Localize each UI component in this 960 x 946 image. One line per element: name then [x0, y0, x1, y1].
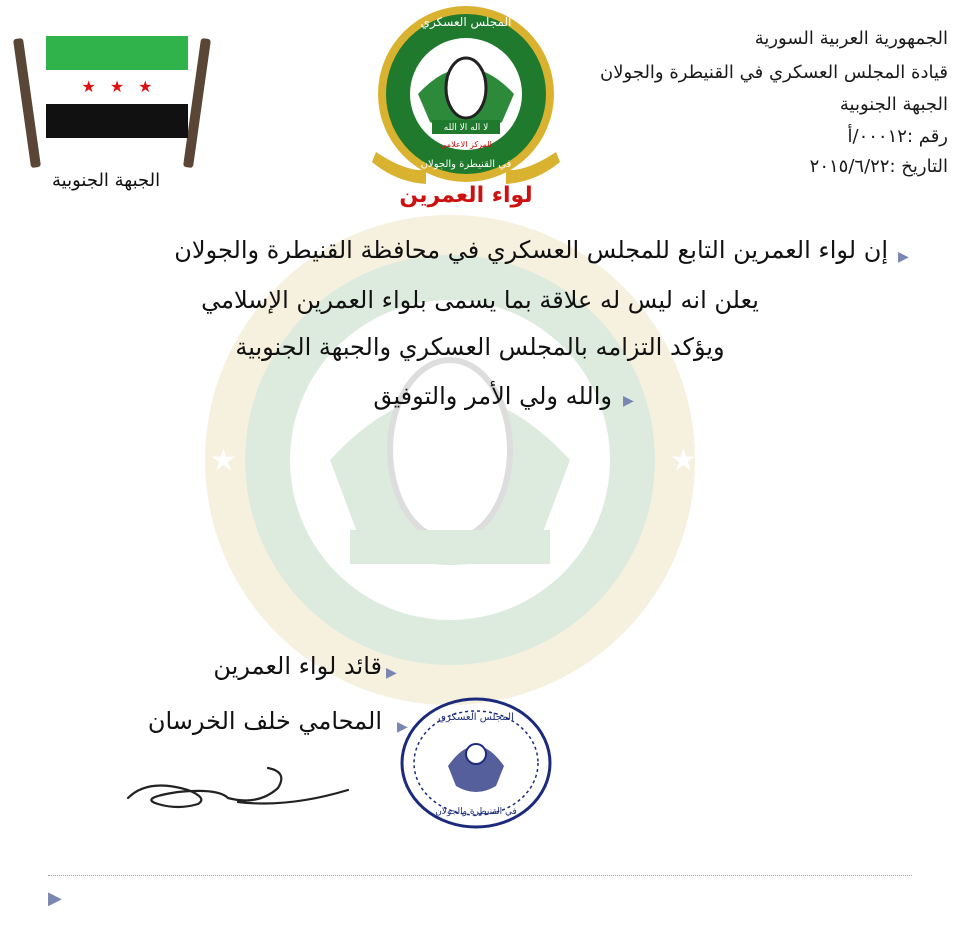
header-number: رقم :٠٠٠١٢/أ — [847, 126, 948, 147]
stamp-bottom-text: في القنيطرة والجولان — [435, 807, 517, 817]
header-command: قيادة المجلس العسكري في القنيطرة والجولان — [600, 62, 948, 83]
stamp-top-text: المجلس العسكري — [438, 712, 514, 723]
emblem-ring-top: المجلس العسكري — [420, 15, 512, 29]
emblem-media: المركز الاعلامي — [440, 140, 492, 149]
military-council-emblem — [366, 2, 566, 212]
handwritten-signature — [118, 748, 350, 818]
statement-closing: والله ولي الأمر والتوفيق — [373, 382, 612, 410]
emblem-banner: لواء العمرين — [399, 183, 533, 208]
bullet-arrow-icon: ▶ — [898, 249, 909, 265]
statement-line-2: يعلن انه ليس له علاقة بما يسمى بلواء العمرين الإسلامي — [201, 286, 759, 314]
header-front: الجبهة الجنوبية — [839, 94, 948, 115]
header-country: الجمهورية العربية السورية — [754, 28, 948, 49]
signatory-name: المحامي خلف الخرسان — [147, 707, 382, 735]
star-icon: ★ — [138, 77, 153, 96]
emblem-shahada: لا اله الا الله — [443, 123, 489, 133]
rifle-left-icon — [13, 38, 41, 168]
svg-text:★: ★ — [210, 443, 237, 478]
emblem-ring-bottom: في القنيطرة والجولان — [420, 159, 512, 170]
statement-line-1: إن لواء العمرين التابع للمجلس العسكري في محافظة القنيطرة والجولان — [174, 236, 888, 264]
header-date: التاريخ :٢٠١٥/٦/٢٢ — [809, 156, 948, 177]
bullet-arrow-icon: ▶ — [397, 719, 408, 735]
revolution-flag — [46, 36, 188, 138]
star-icon: ★ — [109, 77, 125, 96]
bullet-arrow-icon: ▶ — [386, 665, 397, 681]
star-icon: ★ — [81, 77, 96, 96]
bullet-arrow-icon: ▶ — [48, 888, 62, 909]
svg-text:★: ★ — [670, 443, 697, 478]
footer-separator — [48, 875, 912, 876]
bullet-arrow-icon: ▶ — [623, 393, 634, 409]
flag-caption: الجبهة الجنوبية — [52, 170, 161, 191]
statement-line-3: ويؤكد التزامه بالمجلس العسكري والجبهة الجنوبية — [235, 333, 725, 361]
official-stamp — [398, 696, 554, 830]
signatory-title: قائد لواء العمرين — [213, 652, 382, 680]
